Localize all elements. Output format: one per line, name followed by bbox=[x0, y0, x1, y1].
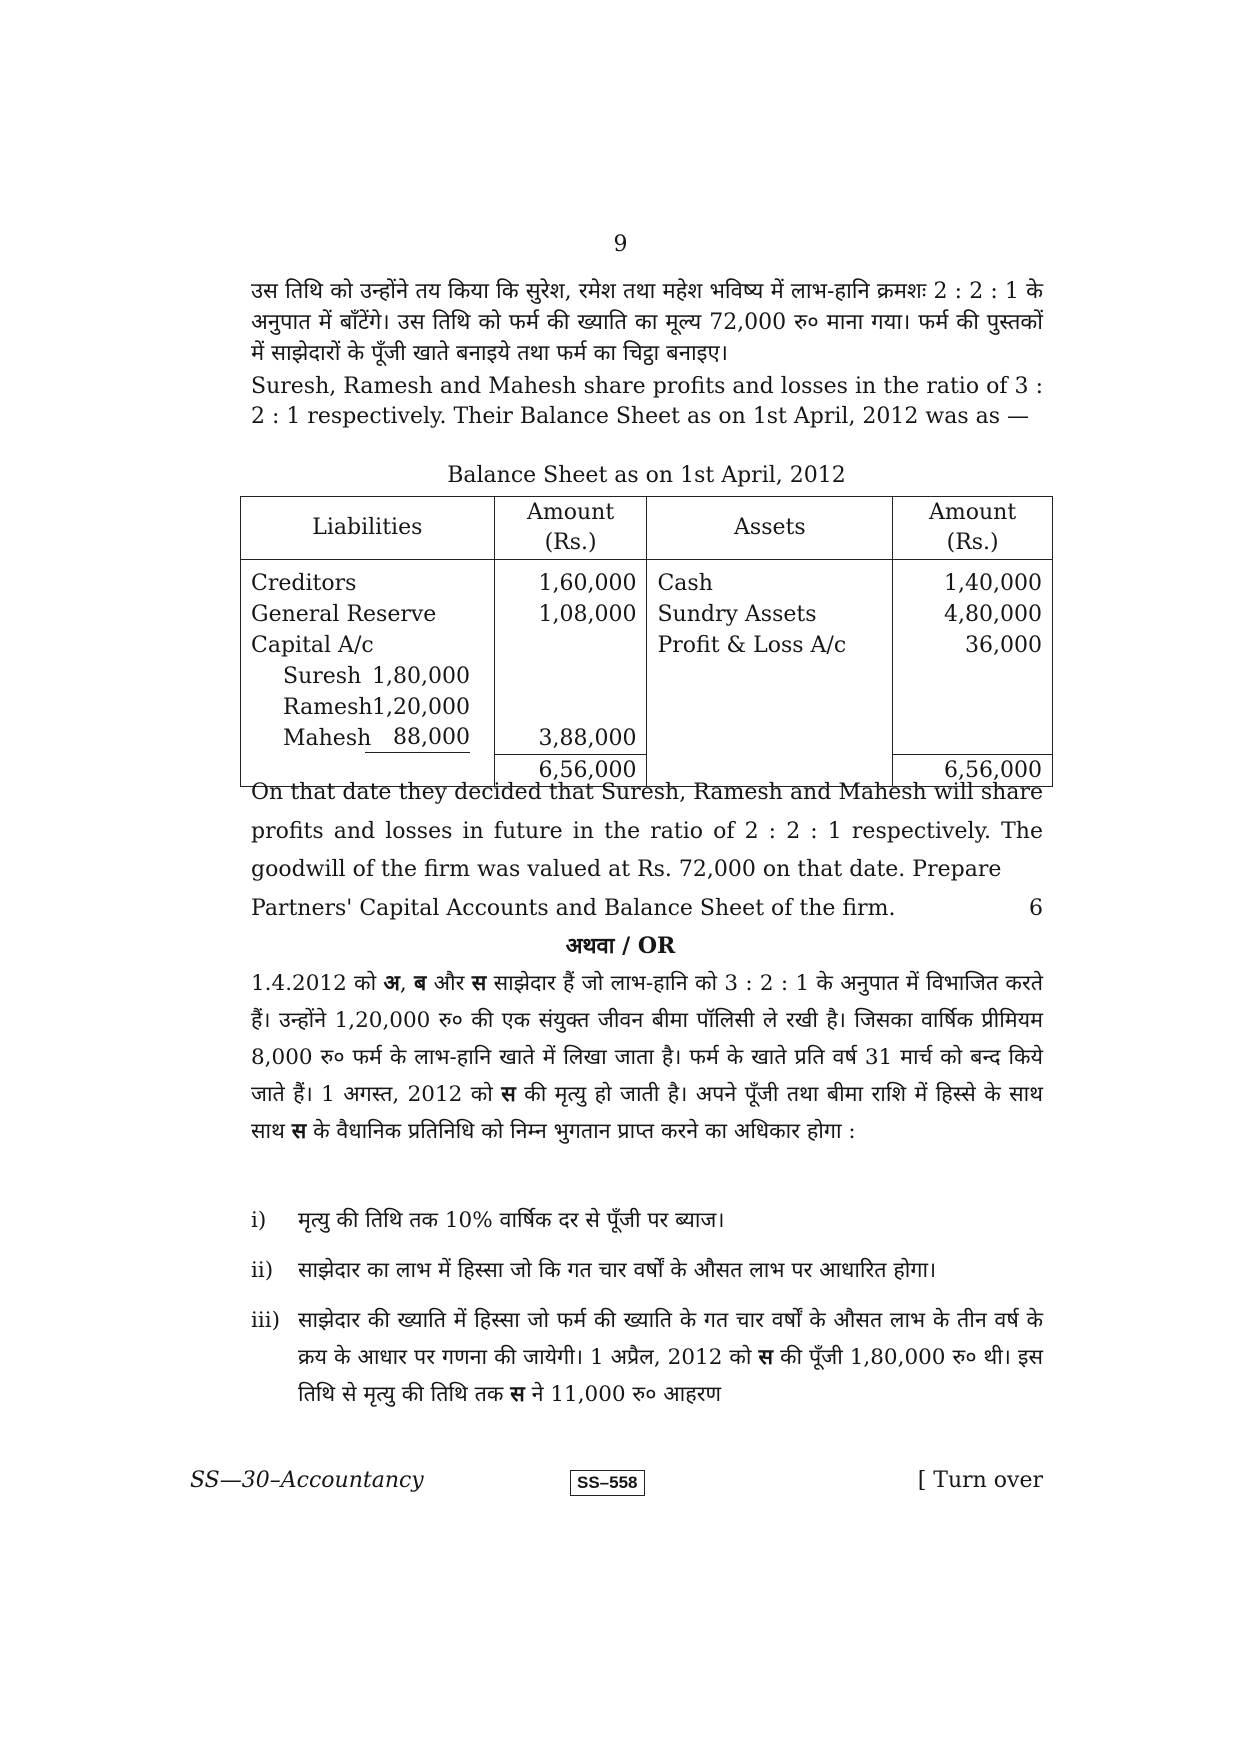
balance-sheet-table bbox=[240, 496, 1053, 787]
capital-partner-name: Ramesh bbox=[283, 695, 373, 720]
page-footer bbox=[190, 1468, 1043, 1502]
capital-partner-amount: 1,80,000 bbox=[372, 664, 470, 689]
marks: 6 bbox=[1029, 895, 1043, 921]
text-run: की पूँजी 1,80,000 रु० थी। इस तिथि से मृत्यु की तिथि तक bbox=[298, 1345, 1044, 1407]
amount-sundry-assets: 4,80,000 bbox=[944, 602, 1042, 627]
english-intro-text: Suresh, Ramesh and Mahesh share profits and losses in the ratio of 3 : 2 : 1 respectively. Their Balance Sheet as on 1st April, 2012 was as — bbox=[251, 374, 1043, 429]
capital-ramesh-row bbox=[241, 692, 494, 723]
blank-line bbox=[495, 661, 647, 692]
assets-column bbox=[647, 560, 893, 787]
partner-a: अ bbox=[383, 971, 400, 996]
list-item bbox=[251, 1202, 1043, 1239]
header-liabilities: Liabilities bbox=[241, 497, 495, 560]
liability-creditors: Creditors bbox=[251, 571, 357, 596]
partner-s: स bbox=[510, 1382, 525, 1407]
assets-total: 6,56,000 bbox=[893, 754, 1052, 786]
capital-suresh-row bbox=[241, 661, 494, 692]
blank-line bbox=[893, 723, 1052, 754]
amount-general-reserve: 1,08,000 bbox=[538, 602, 637, 627]
hindi-intro-paragraph bbox=[251, 276, 1043, 369]
list-item bbox=[251, 1302, 1043, 1413]
table-caption: Balance Sheet as on 1st April, 2012 bbox=[447, 463, 846, 488]
liabilities-total: 6,56,000 bbox=[495, 754, 647, 786]
text-run: ने 11,000 रु० आहरण bbox=[524, 1382, 722, 1407]
partner-b: ब bbox=[414, 971, 427, 996]
liabilities-column bbox=[241, 560, 495, 787]
text-run: साझेदार की ख्याति में हिस्सा जो फर्म की ख्याति के गत चार वर्षों के औसत लाभ के तीन वर्ष के क्रय के आधार पर गणना की जायेगी। 1 अप्रैल, 2012 को bbox=[298, 1308, 1043, 1370]
footer-subject-code: SS—30–Accountancy bbox=[190, 1468, 424, 1493]
entitlement-list bbox=[251, 1202, 1043, 1426]
header-currency-label: (Rs.) bbox=[544, 530, 597, 555]
asset-profit-loss: Profit & Loss A/c bbox=[657, 633, 847, 658]
english-question-paragraph bbox=[251, 774, 1043, 928]
english-question-last-line bbox=[251, 890, 1043, 929]
list-marker: i) bbox=[251, 1208, 267, 1233]
amount-capital-heading bbox=[495, 630, 647, 661]
header-currency-label: (Rs.) bbox=[946, 530, 999, 555]
or-heading: अथवा / OR bbox=[565, 933, 676, 959]
header-amount-liabilities bbox=[494, 497, 647, 560]
text-run: 1.4.2012 को bbox=[251, 971, 384, 996]
asset-sundry-assets: Sundry Assets bbox=[657, 602, 817, 627]
text-run: की मृत्यु हो जाती है। अपने पूँजी तथा बीमा राशि में हिस्से के साथ साथ bbox=[251, 1082, 1043, 1144]
hindi-or-paragraph bbox=[251, 965, 1043, 1150]
english-question-last-text: Partners' Capital Accounts and Balance Sheet of the firm. bbox=[251, 895, 896, 921]
text-run: साझेदार हैं जो लाभ-हानि को 3 : 2 : 1 के अनुपात में विभाजित करते हैं। उन्होंने 1,20,000 रु० की एक संयुक्त जीवन बीमा पॉलिसी ले रखी है। जिसका वार्षिक प्रीमियम 8,000 रु० फर्म के लाभ-हानि खाते में लिखा जाता है। फर्म के खाते प्रति वर्ष 31 मार्च को बन्द किये जाते हैं। 1 अगस्त, 2012 को bbox=[251, 971, 1043, 1107]
capital-partner-amount: 1,20,000 bbox=[372, 695, 470, 720]
partner-s: स bbox=[471, 971, 487, 996]
partner-s: स bbox=[501, 1082, 516, 1107]
hindi-or-text bbox=[251, 965, 1043, 1150]
liability-general-reserve: General Reserve bbox=[251, 602, 437, 627]
amount-cash: 1,40,000 bbox=[944, 571, 1042, 596]
asset-cash: Cash bbox=[657, 571, 713, 596]
capital-partner-name: Mahesh bbox=[283, 726, 372, 751]
amount-capital-total: 3,88,000 bbox=[538, 726, 637, 751]
header-amount-label: Amount bbox=[526, 500, 615, 525]
liabilities-amount-column bbox=[494, 560, 647, 787]
liability-capital: Capital A/c bbox=[251, 633, 374, 658]
amount-profit-loss: 36,000 bbox=[965, 633, 1042, 658]
english-intro-paragraph bbox=[251, 372, 1043, 432]
list-item-text: मृत्यु की तिथि तक 10% वार्षिक दर से पूँजी पर ब्याज। bbox=[298, 1208, 725, 1233]
text-run: के वैधानिक प्रतिनिधि को निम्न भुगतान प्राप्त करने का अधिकार होगा : bbox=[306, 1119, 856, 1144]
table-header-row bbox=[241, 497, 1053, 560]
footer-turn-over: [ Turn over bbox=[917, 1468, 1043, 1493]
header-amount-assets bbox=[893, 497, 1053, 560]
text-run: , bbox=[399, 971, 415, 996]
list-marker: iii) bbox=[251, 1308, 281, 1333]
list-marker: ii) bbox=[251, 1258, 274, 1283]
header-assets: Assets bbox=[647, 497, 893, 560]
header-amount-label: Amount bbox=[929, 500, 1017, 525]
english-question-text: On that date they decided that Suresh, Ramesh and Mahesh will share profits and losses in future in the ratio of 2 : 2 : 1 respectively. The goodwill of the firm was valued at Rs. 72,000 on that date. Prepare bbox=[251, 780, 1043, 882]
text-run: और bbox=[426, 971, 472, 996]
blank-line bbox=[495, 692, 647, 723]
capital-mahesh-row bbox=[241, 723, 494, 754]
blank-line bbox=[893, 692, 1052, 723]
list-item bbox=[251, 1252, 1043, 1289]
list-item-text bbox=[298, 1302, 1043, 1413]
list-item-text: साझेदार का लाभ में हिस्सा जो कि गत चार वर्षों के औसत लाभ पर आधारित होगा। bbox=[298, 1258, 937, 1283]
page-number: 9 bbox=[613, 232, 628, 257]
amount-creditors: 1,60,000 bbox=[538, 571, 637, 596]
capital-partner-name: Suresh bbox=[283, 664, 362, 689]
footer-paper-code-box: SS–558 bbox=[570, 1470, 645, 1496]
blank-line bbox=[893, 661, 1052, 692]
hindi-intro-text: उस तिथि को उन्होंने तय किया कि सुरेश, रमेश तथा महेश भविष्य में लाभ-हानि क्रमशः 2 : 2 : 1 के अनुपात में बाँटेंगे। उस तिथि को फर्म की ख्याति का मूल्य 72,000 रु० माना गया। फर्म की पुस्तकों में साझेदारों के पूँजी खाते बनाइये तथा फर्म का चिट्ठा बनाइए। bbox=[251, 279, 1043, 366]
partner-s: स bbox=[758, 1345, 773, 1370]
table-body-row bbox=[241, 560, 1053, 787]
partner-s: स bbox=[291, 1119, 307, 1144]
capital-partner-amount: 88,000 bbox=[365, 723, 470, 753]
assets-amount-column bbox=[893, 560, 1053, 787]
